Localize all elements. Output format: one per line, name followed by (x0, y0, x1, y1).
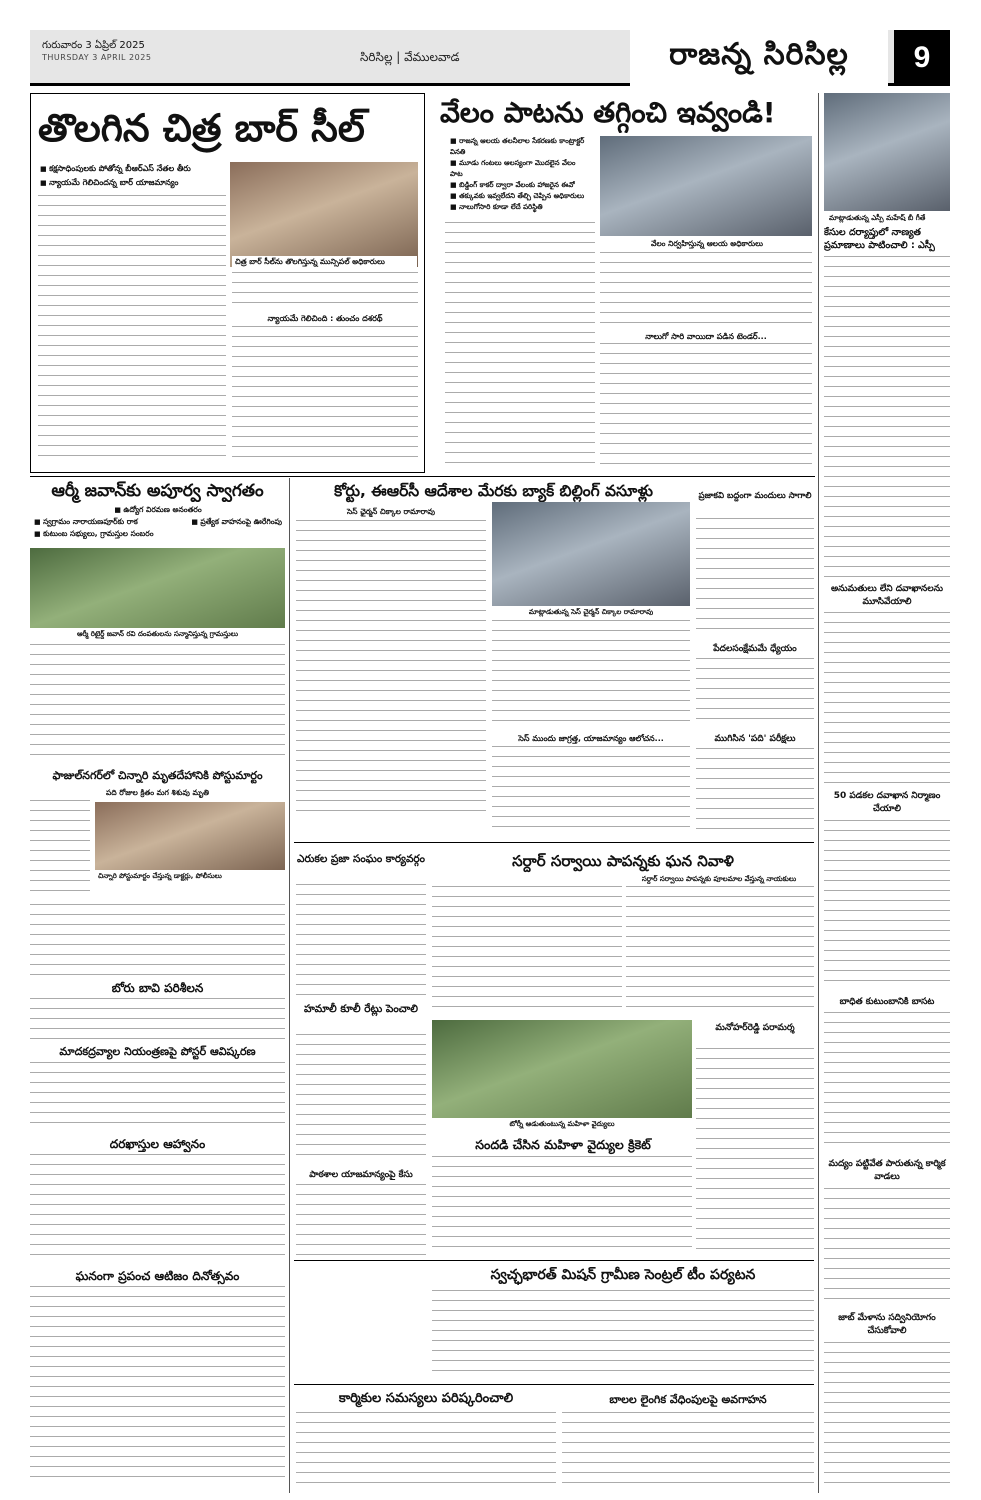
bar-seal-bullets (40, 162, 228, 192)
auction-bullets (450, 136, 590, 218)
headline-cricket: సందడి చేసిన మహిళా వైద్యుల క్రికెట్ (475, 1137, 651, 1152)
headline-exams: ముగిసిన 'పది' పరీక్షలు (714, 734, 796, 744)
section-divider-1 (30, 476, 815, 477)
photo-auction (600, 136, 812, 236)
headline-autism: ఘనంగా ప్రపంచ ఆటిజం దినోత్సవం (75, 1269, 240, 1283)
story-auction (440, 93, 815, 133)
body-text-postmortem-2 (30, 904, 285, 976)
headline-bore: బోరు బావి పరిశీలన (111, 981, 204, 995)
byline-back-billing: సెస్ ఛైర్మన్ చిక్కాల రామారావు (347, 507, 435, 516)
body-text-auction-1 (445, 222, 595, 472)
photo-army (30, 548, 285, 630)
headline-sardar: సర్దార్ సర్వాయి పాపన్నకు ఘన నివాళి (512, 852, 734, 870)
headline-hamali: హమాలీ కూలీ రేట్లు పెంచాలి (304, 1003, 418, 1015)
bullet-1: ■ కక్షసాధింపులకు పోతోన్న బీఆర్ఎస్ నేతల తీరు (40, 162, 228, 176)
headline-applications: దరఖాస్తుల ఆహ్వానం (109, 1137, 206, 1151)
body-text-back-billing-3 (492, 746, 690, 836)
body-text-bar-seal-1 (38, 195, 226, 463)
body-text-welfare (696, 658, 814, 728)
photo-caption-bar-seal: చిత్ర బార్ సీల్‌ను తొలగిస్తున్న మున్సిపల్ అధికారులు (232, 256, 417, 268)
photo-caption-sardar: సర్దార్ సర్వాయి పాపన్నకు పూలమాల వేస్తున్న నాయకులు (641, 875, 797, 883)
subhead-postmortem: పది రోజుల క్రితం మగ శిశువు మృతి (106, 788, 209, 797)
photo-sp (824, 93, 950, 211)
story-bar-seal (38, 100, 418, 160)
body-text-back-billing-2 (492, 620, 690, 730)
page-title: రాజన్న సిరిసిల్ల (630, 30, 888, 86)
body-text-school-case (296, 1184, 426, 1264)
body-text-applications (30, 1154, 285, 1262)
bullet-4: ■ కుటుంబ సభ్యులు, గ్రామస్తుల సంబరం (34, 528, 282, 540)
headline-erukala: ఎరుకల ప్రజా సంఘం కార్యవర్గం (297, 853, 425, 865)
army-bullets (34, 504, 282, 554)
photo-cricket (432, 1020, 692, 1120)
body-text-army (30, 644, 285, 764)
bullet-1: ■ ఉద్యోగ విరమణ అనంతరం (34, 504, 282, 516)
body-text-postmortem-1 (30, 800, 90, 900)
headline-50-beds: 50 పడకల దవాఖాన నిర్మాణం చేయాలి (833, 791, 941, 814)
body-text-hamali (296, 1034, 426, 1164)
body-text-cricket (432, 1156, 692, 1256)
headline-swachh: స్వచ్ఛభారత్ మిషన్ గ్రామీణ సెంట్రల్ టీం పర్యటన (490, 1267, 756, 1283)
bullet-3: ■ ప్రత్యేక వాహనంపై ఊరేగింపు (191, 516, 282, 528)
photo-caption-sp: మాట్లాడుతున్న ఎస్పీ మహేష్ బీ గీతే (826, 212, 950, 224)
body-text-auction-3 (600, 343, 812, 468)
section-divider-3 (294, 1260, 814, 1261)
body-text-50-beds (824, 820, 950, 990)
headline-praja-kavi: ప్రజాకవి బద్దంగా మందులు సాగాలి (698, 491, 812, 501)
body-text-drugs (30, 1062, 285, 1132)
date-english: THURSDAY 3 APRIL 2025 (42, 53, 152, 62)
body-text-autism (30, 1286, 285, 1486)
headline-manohar: మనోహర్‌రెడ్డి పరామర్శ (715, 1023, 795, 1033)
body-text-auction-2 (600, 252, 812, 327)
body-text-bore (30, 998, 285, 1040)
headline-back-billing: కోర్టు, ఈఆర్‌సీ ఆదేశాల మేరకు బ్యాక్ బిల్లింగ్ వసూళ్లు (334, 482, 653, 500)
body-text-child-abuse (562, 1412, 814, 1490)
headline-hospitals: అనుమతులు లేని దవాఖానలను మూసివేయాలి (830, 584, 944, 607)
photo-caption-army: ఆర్మీ రిటైర్డ్ జవాన్ రవి దంపతులను సన్మానిస్తున్న గ్రామస్తులు (30, 628, 285, 640)
headline-child-abuse: బాలల లైంగిక వేధింపులపై అవగాహన (609, 1393, 767, 1406)
photo-back-billing (492, 502, 690, 607)
body-text-sardar-1 (432, 886, 622, 1016)
headline-army: ఆర్మీ జవాన్‌కు అపూర్వ స్వాగతం (51, 481, 264, 501)
date-telugu: గురువారం 3 ఏప్రిల్ 2025 (42, 40, 145, 51)
subhead-bar-seal: న్యాయమే గెలిచింది : తుంచం దశరథ్ (267, 314, 383, 323)
headline-school-case: పాఠశాల యాజమాన్యంపై కేసు (309, 1170, 413, 1180)
body-text-victim-family (824, 1012, 950, 1152)
body-text-praja-kavi (696, 518, 814, 638)
body-text-sp (824, 256, 950, 578)
body-text-job-mela (824, 1342, 950, 1490)
photo-postmortem (95, 802, 285, 872)
body-text-manohar (696, 1048, 814, 1256)
masthead (30, 30, 950, 86)
bullet-2: ■ స్వగ్రామం నారాయణపూర్‌కు రాక (34, 516, 138, 528)
body-text-sardar-2 (626, 886, 814, 1016)
section-name: సిరిసిల్ల | వేములవాడ (360, 50, 460, 64)
headline-postmortem: ఫాజుల్‌నగర్‌లో చిన్నారి మృతదేహానికి పోస్టుమార్టం (52, 769, 263, 782)
bullet-5: ■ నాలుగోసారి కూడా లేదే పరిస్థితి (450, 202, 590, 213)
headline-bar-seal: తొలగిన చిత్ర బార్ సీల్ (38, 106, 365, 150)
bullet-2: ■ న్యాయమే గెలిచిందన్న బార్ యాజమాన్యం (40, 176, 228, 190)
bullet-3: ■ బిడ్డింగ్ కాకర్ ద్వారా వేలంకు హాజరైన ఈవో (450, 180, 590, 191)
photo-bar-seal (230, 162, 418, 267)
headline-auction: వేలం పాటను తగ్గించి ఇవ్వండి! (440, 96, 776, 129)
section-divider-4 (294, 1384, 814, 1385)
subhead-back-billing: సెస్ ముందు జాగ్రత్త, యాజమాన్యం ఆలోచన... (518, 734, 664, 743)
headline-welfare: పేదలసంక్షేమమే ధ్యేయం (713, 644, 797, 654)
body-text-swachh (432, 1290, 814, 1380)
headline-victim-family: బాధిత కుటుంబానికి బాసట (839, 997, 935, 1007)
body-text-hospitals (824, 612, 950, 784)
photo-caption-back-billing: మాట్లాడుతున్న సెస్ చైర్మన్ చిక్కాల రామారావు (492, 606, 690, 618)
body-text-bar-seal-3 (232, 326, 418, 466)
bullet-2: ■ మూడు గంటలు ఆలస్యంగా మొదలైన వేలం పాట (450, 158, 590, 180)
bullet-1: ■ రాజన్న ఆలయ తలనీలాల సేకరణకు కాంట్రాక్టర్ వినతి (450, 136, 590, 158)
subhead-auction: నాలుగో సారి వాయిదా పడిన టెండర్... (645, 332, 767, 341)
body-text-back-billing-1 (296, 520, 486, 820)
issue-date (42, 40, 151, 64)
body-text-bar-seal-2 (232, 272, 418, 312)
bullet-4: ■ తక్కువకు ఇవ్వలేదని తేల్చి చెప్పిన అధికారులు (450, 191, 590, 202)
headline-job-mela: జాబ్ మేళాను సద్వినియోగం చేసుకోవాలి (838, 1313, 936, 1336)
photo-caption-postmortem: చిన్నారి పోస్టుమార్టం చేస్తున్న డాక్టర్లు, పోలీసులు (95, 870, 285, 882)
page-number: 9 (894, 30, 950, 86)
photo-caption-cricket: టోర్నీ ఆడుతుంటున్న మహిళా వైద్యులు (432, 1118, 692, 1130)
column-divider-left (289, 478, 290, 1493)
headline-drugs: మాదకద్రవ్యాల నియంత్రణపై పోస్టర్ ఆవిష్కరణ (59, 1045, 256, 1058)
body-text-liquor (824, 1188, 950, 1308)
sidebar-divider (818, 93, 819, 1493)
headline-liquor: మద్యం పట్టివేత పారుతున్న కార్మిక వాడలు (828, 1159, 946, 1182)
body-text-erukala (296, 884, 426, 999)
body-text-workers (296, 1412, 556, 1490)
headline-sp: కేసుల దర్యాప్తులో నాణ్యత ప్రమాణాలు పాటించాలి : ఎస్పీ (824, 227, 935, 251)
headline-workers: కార్మికుల సమస్యలు పరిష్కరించాలి (338, 1391, 514, 1406)
body-text-exams (696, 748, 814, 838)
section-divider-2 (294, 842, 814, 843)
photo-caption-auction: వేలం నిర్వహిస్తున్న ఆలయ అధికారులు (602, 238, 812, 250)
